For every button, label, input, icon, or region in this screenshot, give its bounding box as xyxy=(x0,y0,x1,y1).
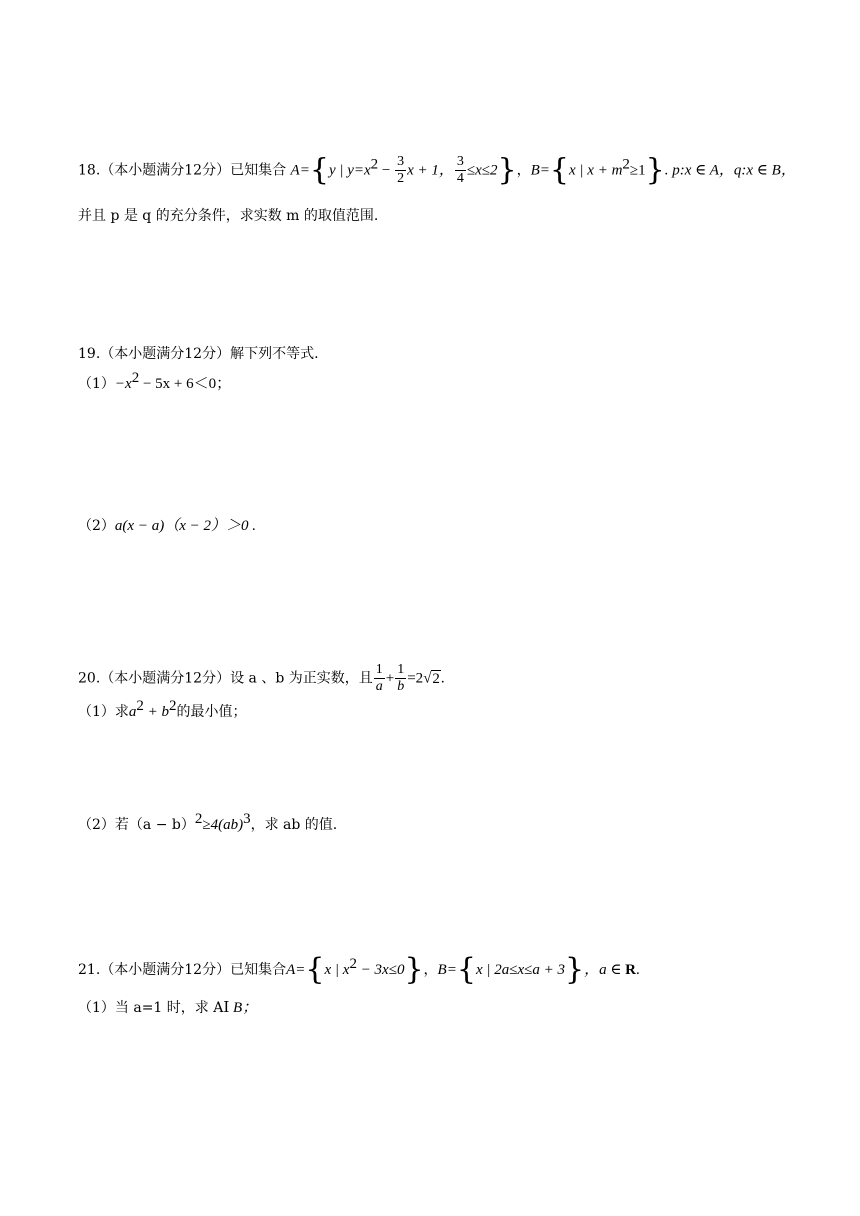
q20-title xyxy=(78,662,445,695)
q20-title-a: 20.（本小题满分12分）设 a 、b 为正实数，且 xyxy=(78,670,373,687)
q20-frac1-num: 1 xyxy=(375,662,383,677)
q18-frac-3-4 xyxy=(455,154,466,187)
q20-eq: =2 xyxy=(407,670,424,687)
q21-set-b-name: B= xyxy=(437,962,457,978)
q21-sep: ， xyxy=(423,962,438,978)
q21-title-a: 21.（本小题满分12分）已知集合 xyxy=(78,962,287,978)
q19-part2-label: （2） xyxy=(78,518,115,534)
q19-part2-expr: a(x − a)（x − 2）＞0 . xyxy=(114,518,256,534)
q19-part1-expr-b: − 5x + 6＜0； xyxy=(139,376,232,392)
q21-brace-b-open: { xyxy=(456,952,476,987)
q21-part1-tail: B； xyxy=(229,1000,258,1016)
q18-frac-3-2-num: 3 xyxy=(397,154,405,169)
q21-set-a-expr-2: − 3x≤0 xyxy=(356,962,405,978)
q21-title xyxy=(78,952,640,987)
q19-part2 xyxy=(78,516,256,536)
q20-part1-label: （1）求 xyxy=(78,704,129,720)
q20-part2-mid: ≥4(ab) xyxy=(202,817,244,833)
q20-frac2 xyxy=(395,662,406,695)
q21-tail-2: . xyxy=(636,962,640,978)
q18-set-b-expr-2: ≥1 xyxy=(629,162,646,179)
q18-line2: 并且 p 是 q 的充分条件，求实数 m 的取值范围. xyxy=(78,208,379,224)
q21-part1-label: （1）当 a=1 时，求 A xyxy=(78,1000,224,1016)
q21-part1 xyxy=(78,998,257,1018)
q18-frac-3-2-den: 2 xyxy=(397,171,405,186)
q21-sup: 2 xyxy=(349,956,357,972)
q18-frac-3-4-num: 3 xyxy=(456,154,464,169)
q19-part1 xyxy=(78,370,232,394)
q20-plus: + xyxy=(385,670,395,687)
q20-frac1 xyxy=(374,662,385,695)
q18-set-a-expr-4: ≤x≤2 xyxy=(466,162,498,179)
q20-part1 xyxy=(78,698,247,722)
q18-header: （本小题满分12分）已知集合 xyxy=(100,162,287,179)
q21-brace-b-close: } xyxy=(564,952,585,987)
q20-part1-mid: + b xyxy=(143,704,170,720)
q18-frac-3-2 xyxy=(395,154,406,187)
q21-set-b-expr: x | 2a≤x≤a + 3 xyxy=(475,962,565,978)
q20-part1-sup-b: 2 xyxy=(169,698,177,714)
q18-number: 18. xyxy=(78,162,101,179)
q18-set-a-expr-3: x + 1， xyxy=(407,162,454,179)
q18-brace-close: } xyxy=(497,152,517,188)
q18-set-a-expr-1: y | y=x xyxy=(328,162,371,179)
q18-line1 xyxy=(78,154,796,187)
q19-part1-sup: 2 xyxy=(131,370,140,386)
q18-conds: . p:x ∈ A，q:x ∈ B， xyxy=(664,162,796,179)
q21-set-a-expr-1: x | x xyxy=(324,962,350,978)
q21-part1-op: Ⅰ xyxy=(223,1000,230,1016)
q20-frac2-num: 1 xyxy=(397,662,405,677)
q20-part2-sup-b: 3 xyxy=(243,811,251,827)
q20-end: . xyxy=(440,670,445,687)
q20-part2-sup-a: 2 xyxy=(194,811,203,827)
q18-sup-b: 2 xyxy=(622,156,630,173)
q20-part1-a: a xyxy=(128,704,137,720)
q18-set-b-expr-1: x | x + m xyxy=(569,162,623,179)
q18-sup: 2 xyxy=(370,156,379,173)
q21-brace-a-close: } xyxy=(404,952,424,987)
q18-frac-3-4-den: 4 xyxy=(456,171,464,186)
q20-part2-tail: ，求 ab 的值. xyxy=(250,817,338,833)
q18-set-a-expr-2: − xyxy=(378,162,395,179)
q18-set-a-name: A= xyxy=(290,162,310,179)
q18-brace-b-close: } xyxy=(645,152,665,188)
q20-sqrt-sign: √ xyxy=(423,670,432,687)
q20-part1-tail: 的最小值； xyxy=(176,704,247,720)
q19-title: 19.（本小题满分12分）解下列不等式. xyxy=(78,346,319,362)
q20-frac2-den: b xyxy=(397,679,405,694)
q18-brace-b-open: { xyxy=(549,152,570,188)
q21-tail-1: ，a ∈ xyxy=(584,962,626,978)
q20-frac1-den: a xyxy=(375,679,383,694)
q20-part2-label: （2）若（a − b） xyxy=(78,817,195,833)
q21-set-a-name: A= xyxy=(286,962,306,978)
q18-set-b-name: B= xyxy=(530,162,550,179)
q20-part2 xyxy=(78,811,338,835)
q20-sqrt-val: 2 xyxy=(432,670,440,687)
q20-part1-sup-a: 2 xyxy=(136,698,144,714)
q19-part1-label: （1） xyxy=(78,376,115,392)
q18-brace-open: { xyxy=(309,152,329,188)
q21-brace-a-open: { xyxy=(305,952,325,987)
q18-sep: ， xyxy=(516,162,531,179)
q19-part1-expr-a: −x xyxy=(114,376,132,392)
q21-tail-r: R xyxy=(625,962,637,978)
